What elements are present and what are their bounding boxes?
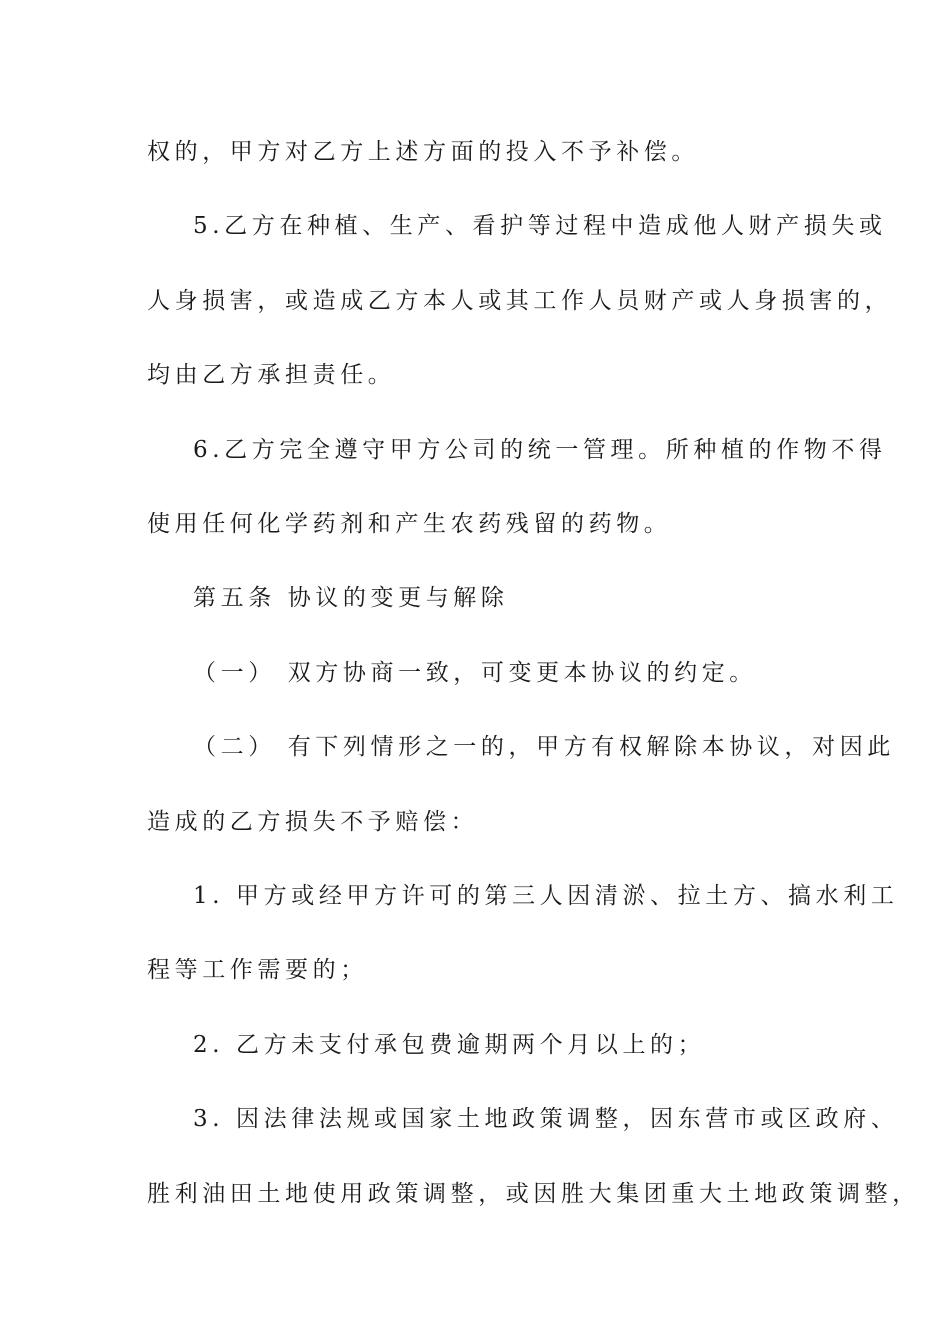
text-line: 权的，甲方对乙方上述方面的投入不予补偿。 bbox=[147, 139, 699, 165]
text-line: 均由乙方承担责任。 bbox=[147, 362, 396, 388]
text-line: 胜利油田土地使用政策调整，或因胜大集团重大土地政策调整， bbox=[147, 1181, 920, 1207]
item-3-line: 3. 因法律法规或国家土地政策调整，因东营市或区政府、 bbox=[193, 1106, 899, 1132]
item-2-line: 2. 乙方未支付承包费逾期两个月以上的； bbox=[193, 1032, 706, 1058]
item-1-line: 1. 甲方或经甲方许可的第三人因清淤、拉土方、搞水利工 bbox=[193, 883, 899, 909]
text-line: 造成的乙方损失不予赔偿： bbox=[147, 809, 479, 835]
text-line: 程等工作需要的； bbox=[147, 957, 368, 983]
clause-5-line: 5.乙方在种植、生产、看护等过程中造成他人财产损失或 bbox=[193, 213, 887, 239]
clause-6-line: 6.乙方完全遵守甲方公司的统一管理。所种植的作物不得 bbox=[193, 437, 887, 463]
text-line: 人身损害，或造成乙方本人或其工作人员财产或人身损害的， bbox=[147, 288, 893, 314]
article-heading: 第五条 协议的变更与解除 bbox=[193, 585, 509, 611]
text-line: 使用任何化学药剂和产生农药残留的药物。 bbox=[147, 511, 672, 537]
subclause-2-line: （二） 有下列情形之一的，甲方有权解除本协议，对因此 bbox=[193, 734, 895, 760]
subclause-1-line: （一） 双方协商一致，可变更本协议的约定。 bbox=[193, 660, 757, 686]
